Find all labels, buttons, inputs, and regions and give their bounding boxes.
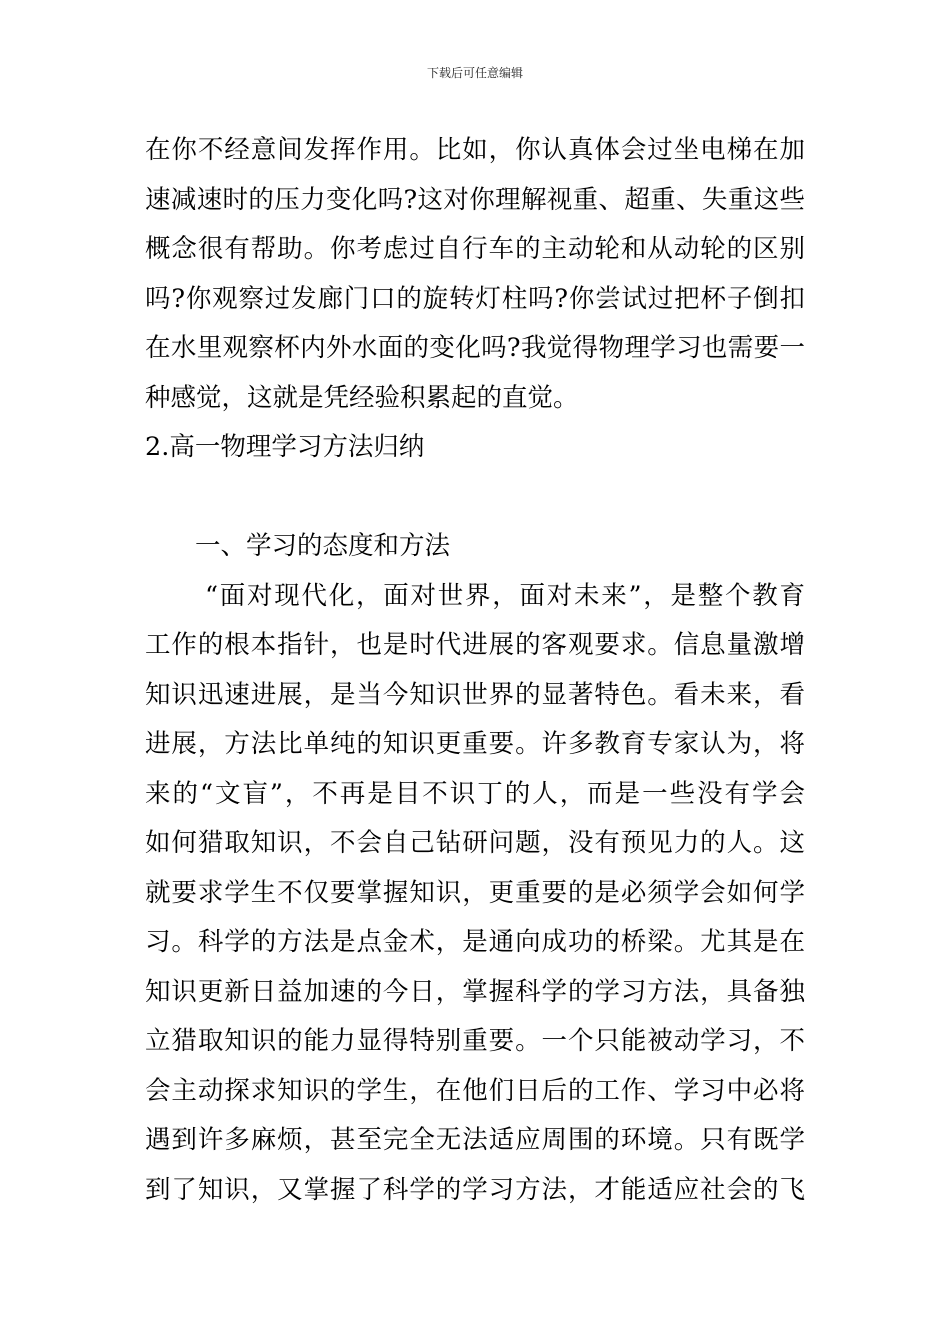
main-paragraph <box>145 572 805 1216</box>
text-line: 速减速时的压力变化吗?这对你理解视重、超重、失重这些 <box>145 184 805 215</box>
section-title: 2.高一物理学习方法归纳 <box>145 432 425 462</box>
text-line: 工作的根本指针，也是时代进展的客观要求。信息量激增 <box>145 630 805 660</box>
document-body <box>145 126 805 1215</box>
text-line: 就要求学生不仅要掌握知识，更重要的是必须学会如何学 <box>145 877 805 908</box>
text-line: 会主动探求知识的学生，在他们日后的工作、学习中必将 <box>145 1075 805 1106</box>
text-line: 来的“文盲”，不再是目不识丁的人，而是一些没有学会 <box>145 778 805 809</box>
text-line: 吗?你观察过发廊门口的旋转灯柱吗?你尝试过把杯子倒扣 <box>145 283 805 314</box>
text-line: “面对现代化，面对世界，面对未来”，是整个教育 <box>205 580 805 611</box>
text-line: 立猎取知识的能力显得特别重要。一个只能被动学习，不 <box>145 1026 805 1056</box>
text-line: 如何猎取知识，不会自己钻研问题，没有预见力的人。这 <box>145 828 805 858</box>
text-line: 知识更新日益加速的今日，掌握科学的学习方法，具备独 <box>145 976 805 1007</box>
text-line: 知识迅速进展，是当今知识世界的显著特色。看未来，看 <box>145 679 805 710</box>
text-line: 习。科学的方法是点金术，是通向成功的桥梁。尤其是在 <box>145 927 805 957</box>
page-header: 下载后可任意编辑 <box>426 66 523 80</box>
text-line: 在水里观察杯内外水面的变化吗?我觉得物理学习也需要一 <box>145 333 805 363</box>
text-line: 在你不经意间发挥作用。比如，你认真体会过坐电梯在加 <box>145 135 805 165</box>
text-line: 进展，方法比单纯的知识更重要。许多教育专家认为，将 <box>145 729 805 759</box>
text-line: 到了知识，又掌握了科学的学习方法，才能适应社会的飞 <box>145 1174 805 1205</box>
blank-line <box>145 473 805 523</box>
text-line: 种感觉，这就是凭经验积累起的直觉。 <box>145 382 579 413</box>
text-line: 遇到许多麻烦，甚至完全无法适应周围的环境。只有既学 <box>145 1125 805 1155</box>
text-line: 概念很有帮助。你考虑过自行车的主动轮和从动轮的区别 <box>145 234 805 264</box>
subsection-title: 一、学习的态度和方法 <box>195 531 451 561</box>
intro-paragraph <box>145 126 805 423</box>
